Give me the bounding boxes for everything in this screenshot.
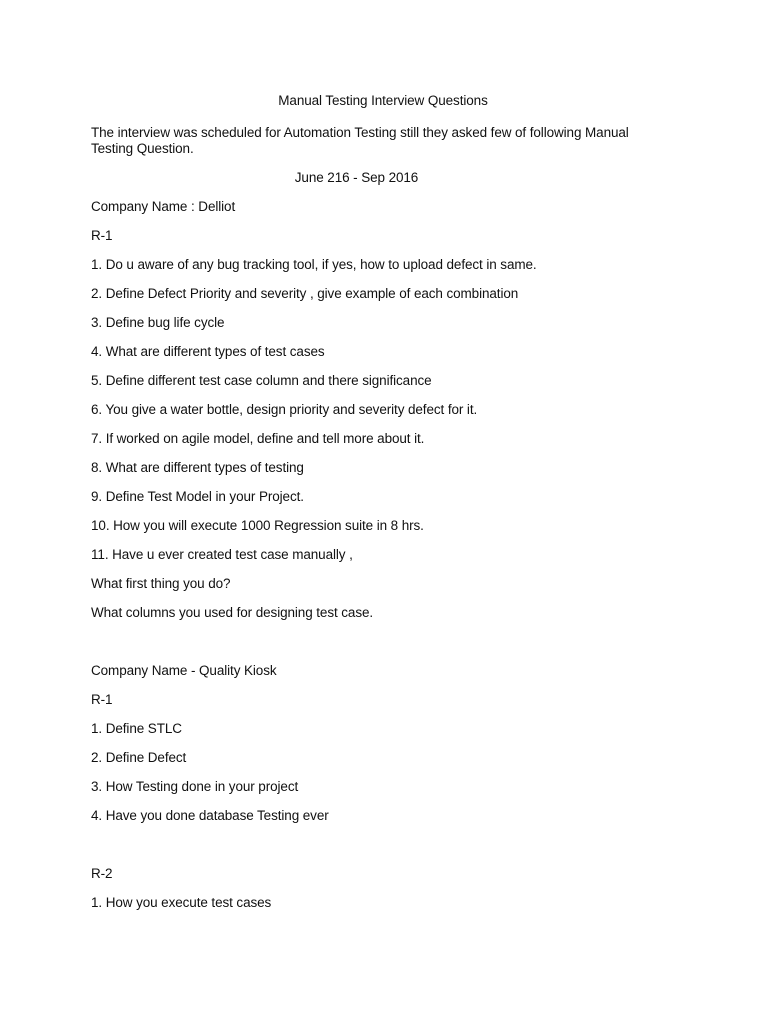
question-item: 1. Do u aware of any bug tracking tool, if yes, how to upload defect in same.	[91, 257, 537, 272]
question-item: 11. Have u ever created test case manually ,	[91, 547, 353, 562]
question-item: 4. Have you done database Testing ever	[91, 808, 329, 823]
followup-question: What first thing you do?	[91, 576, 231, 591]
question-item: 9. Define Test Model in your Project.	[91, 489, 304, 504]
round-label: R-2	[91, 866, 113, 881]
intro-line-1: The interview was scheduled for Automation Testing still they asked few of following Manual	[91, 125, 629, 140]
document-title: Manual Testing Interview Questions	[278, 93, 488, 108]
question-item: 3. Define bug life cycle	[91, 315, 225, 330]
intro-line-2: Testing Question.	[91, 141, 194, 156]
question-item: 2. Define Defect	[91, 750, 187, 765]
round-label: R-1	[91, 692, 113, 707]
question-item: 2. Define Defect Priority and severity , give example of each combination	[91, 286, 519, 301]
question-item: 6. You give a water bottle, design priority and severity defect for it.	[91, 402, 478, 417]
company-name: Company Name : Delliot	[91, 199, 236, 214]
question-item: 1. How you execute test cases	[91, 895, 272, 910]
followup-question: What columns you used for designing test case.	[91, 605, 374, 620]
question-item: 1. Define STLC	[91, 721, 182, 736]
question-item: 8. What are different types of testing	[91, 460, 304, 475]
question-item: 5. Define different test case column and there significance	[91, 373, 432, 388]
round-label: R-1	[91, 228, 113, 243]
date-range: June 216 - Sep 2016	[294, 170, 419, 185]
company-name: Company Name - Quality Kiosk	[91, 663, 277, 678]
question-item: 4. What are different types of test cases	[91, 344, 325, 359]
question-item: 3. How Testing done in your project	[91, 779, 299, 794]
question-item: 10. How you will execute 1000 Regression suite in 8 hrs.	[91, 518, 424, 533]
question-item: 7. If worked on agile model, define and tell more about it.	[91, 431, 425, 446]
